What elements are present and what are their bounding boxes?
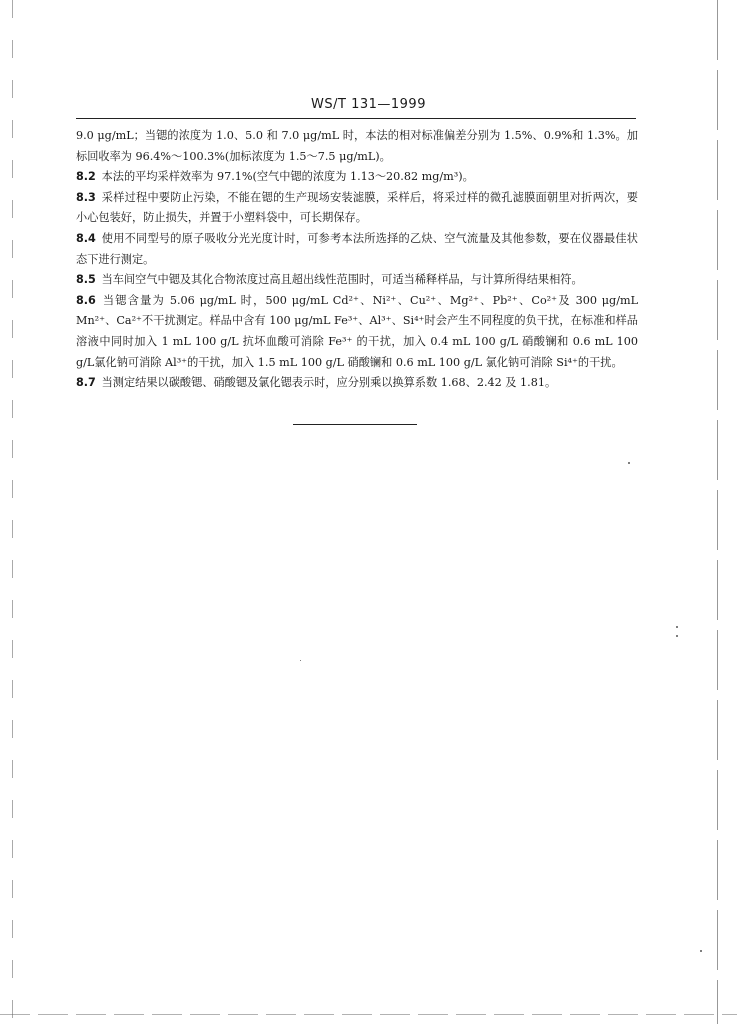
paragraph-text: 本法的平均采样效率为 97.1%(空气中锶的浓度为 1.13～20.82 mg/m³)。	[101, 170, 474, 184]
scan-edge-bottom	[0, 1014, 737, 1015]
paragraph-text: 当锶含量为 5.06 μg/mL 时，500 μg/mL Cd²⁺、Ni²⁺、Cu²⁺、Mg²⁺、Pb²⁺、Co²⁺及 300 μg/mL Mn²⁺、Ca²⁺不干扰测定。样品中含有 100 μg/mL Fe³⁺、Al³⁺、Si⁴⁺时会产生不同程度的负干扰，在标准和样品溶液中同时加入 1 mL 100 g/L 抗坏血酸可消除 Fe³⁺ 的干扰，加入 0.4 mL 100 g/L 硝酸镧和 0.6 mL 100 g/L氯化钠可消除 Al³⁺的干扰，加入 1.5 mL 100 g/L 硝酸镧和 0.6 mL 100 g/L 氯化钠可消除 Si⁴⁺的干扰。	[76, 293, 638, 369]
section-number: 8.2	[76, 170, 96, 184]
paragraph-8-7	[76, 373, 638, 394]
section-number: 8.3	[76, 190, 96, 204]
paragraph-8-3	[76, 188, 638, 229]
section-number: 8.4	[76, 231, 96, 245]
header-divider	[76, 118, 636, 119]
scan-speck	[628, 462, 630, 464]
scan-speck	[700, 950, 702, 952]
scan-speck	[300, 660, 301, 661]
scan-edge-left	[12, 0, 13, 1024]
scan-speck	[676, 635, 678, 637]
paragraph-text: 使用不同型号的原子吸收分光光度计时，可参考本法所选择的乙炔、空气流量及其他参数，要在仪器最佳状态下进行测定。	[76, 231, 638, 266]
paragraph-text: 9.0 μg/mL；当锶的浓度为 1.0、5.0 和 7.0 μg/mL 时，本法的相对标准偏差分别为 1.5%、0.9%和 1.3%。加标回收率为 96.4%～100.3%(加标浓度为 1.5～7.5 μg/mL)。	[76, 129, 638, 163]
paragraph-text: 当测定结果以碳酸锶、硝酸锶及氯化锶表示时，应分别乘以换算系数 1.68、2.42 及 1.81。	[101, 376, 557, 390]
paragraph-8-5	[76, 270, 638, 291]
paragraph-text: 当车间空气中锶及其化合物浓度过高且超出线性范围时，可适当稀释样品，与计算所得结果相符。	[101, 273, 583, 287]
section-number: 8.7	[76, 376, 96, 390]
paragraph-8-4	[76, 229, 638, 270]
end-of-standard-rule	[293, 424, 417, 425]
paragraph-text: 采样过程中要防止污染，不能在锶的生产现场安装滤膜，采样后，将采过样的微孔滤膜面朝里对折两次，要小心包装好，防止损失，并置于小塑料袋中，可长期保存。	[76, 190, 638, 225]
section-number: 8.6	[76, 293, 96, 307]
document-body	[76, 126, 638, 394]
scan-edge-right	[717, 0, 718, 1024]
scan-speck	[676, 626, 678, 628]
paragraph-8-2	[76, 167, 638, 188]
paragraph-8-1-continued	[76, 126, 638, 167]
page-header: WS/T 131—1999	[311, 97, 426, 112]
paragraph-8-6	[76, 291, 638, 373]
section-number: 8.5	[76, 273, 96, 287]
